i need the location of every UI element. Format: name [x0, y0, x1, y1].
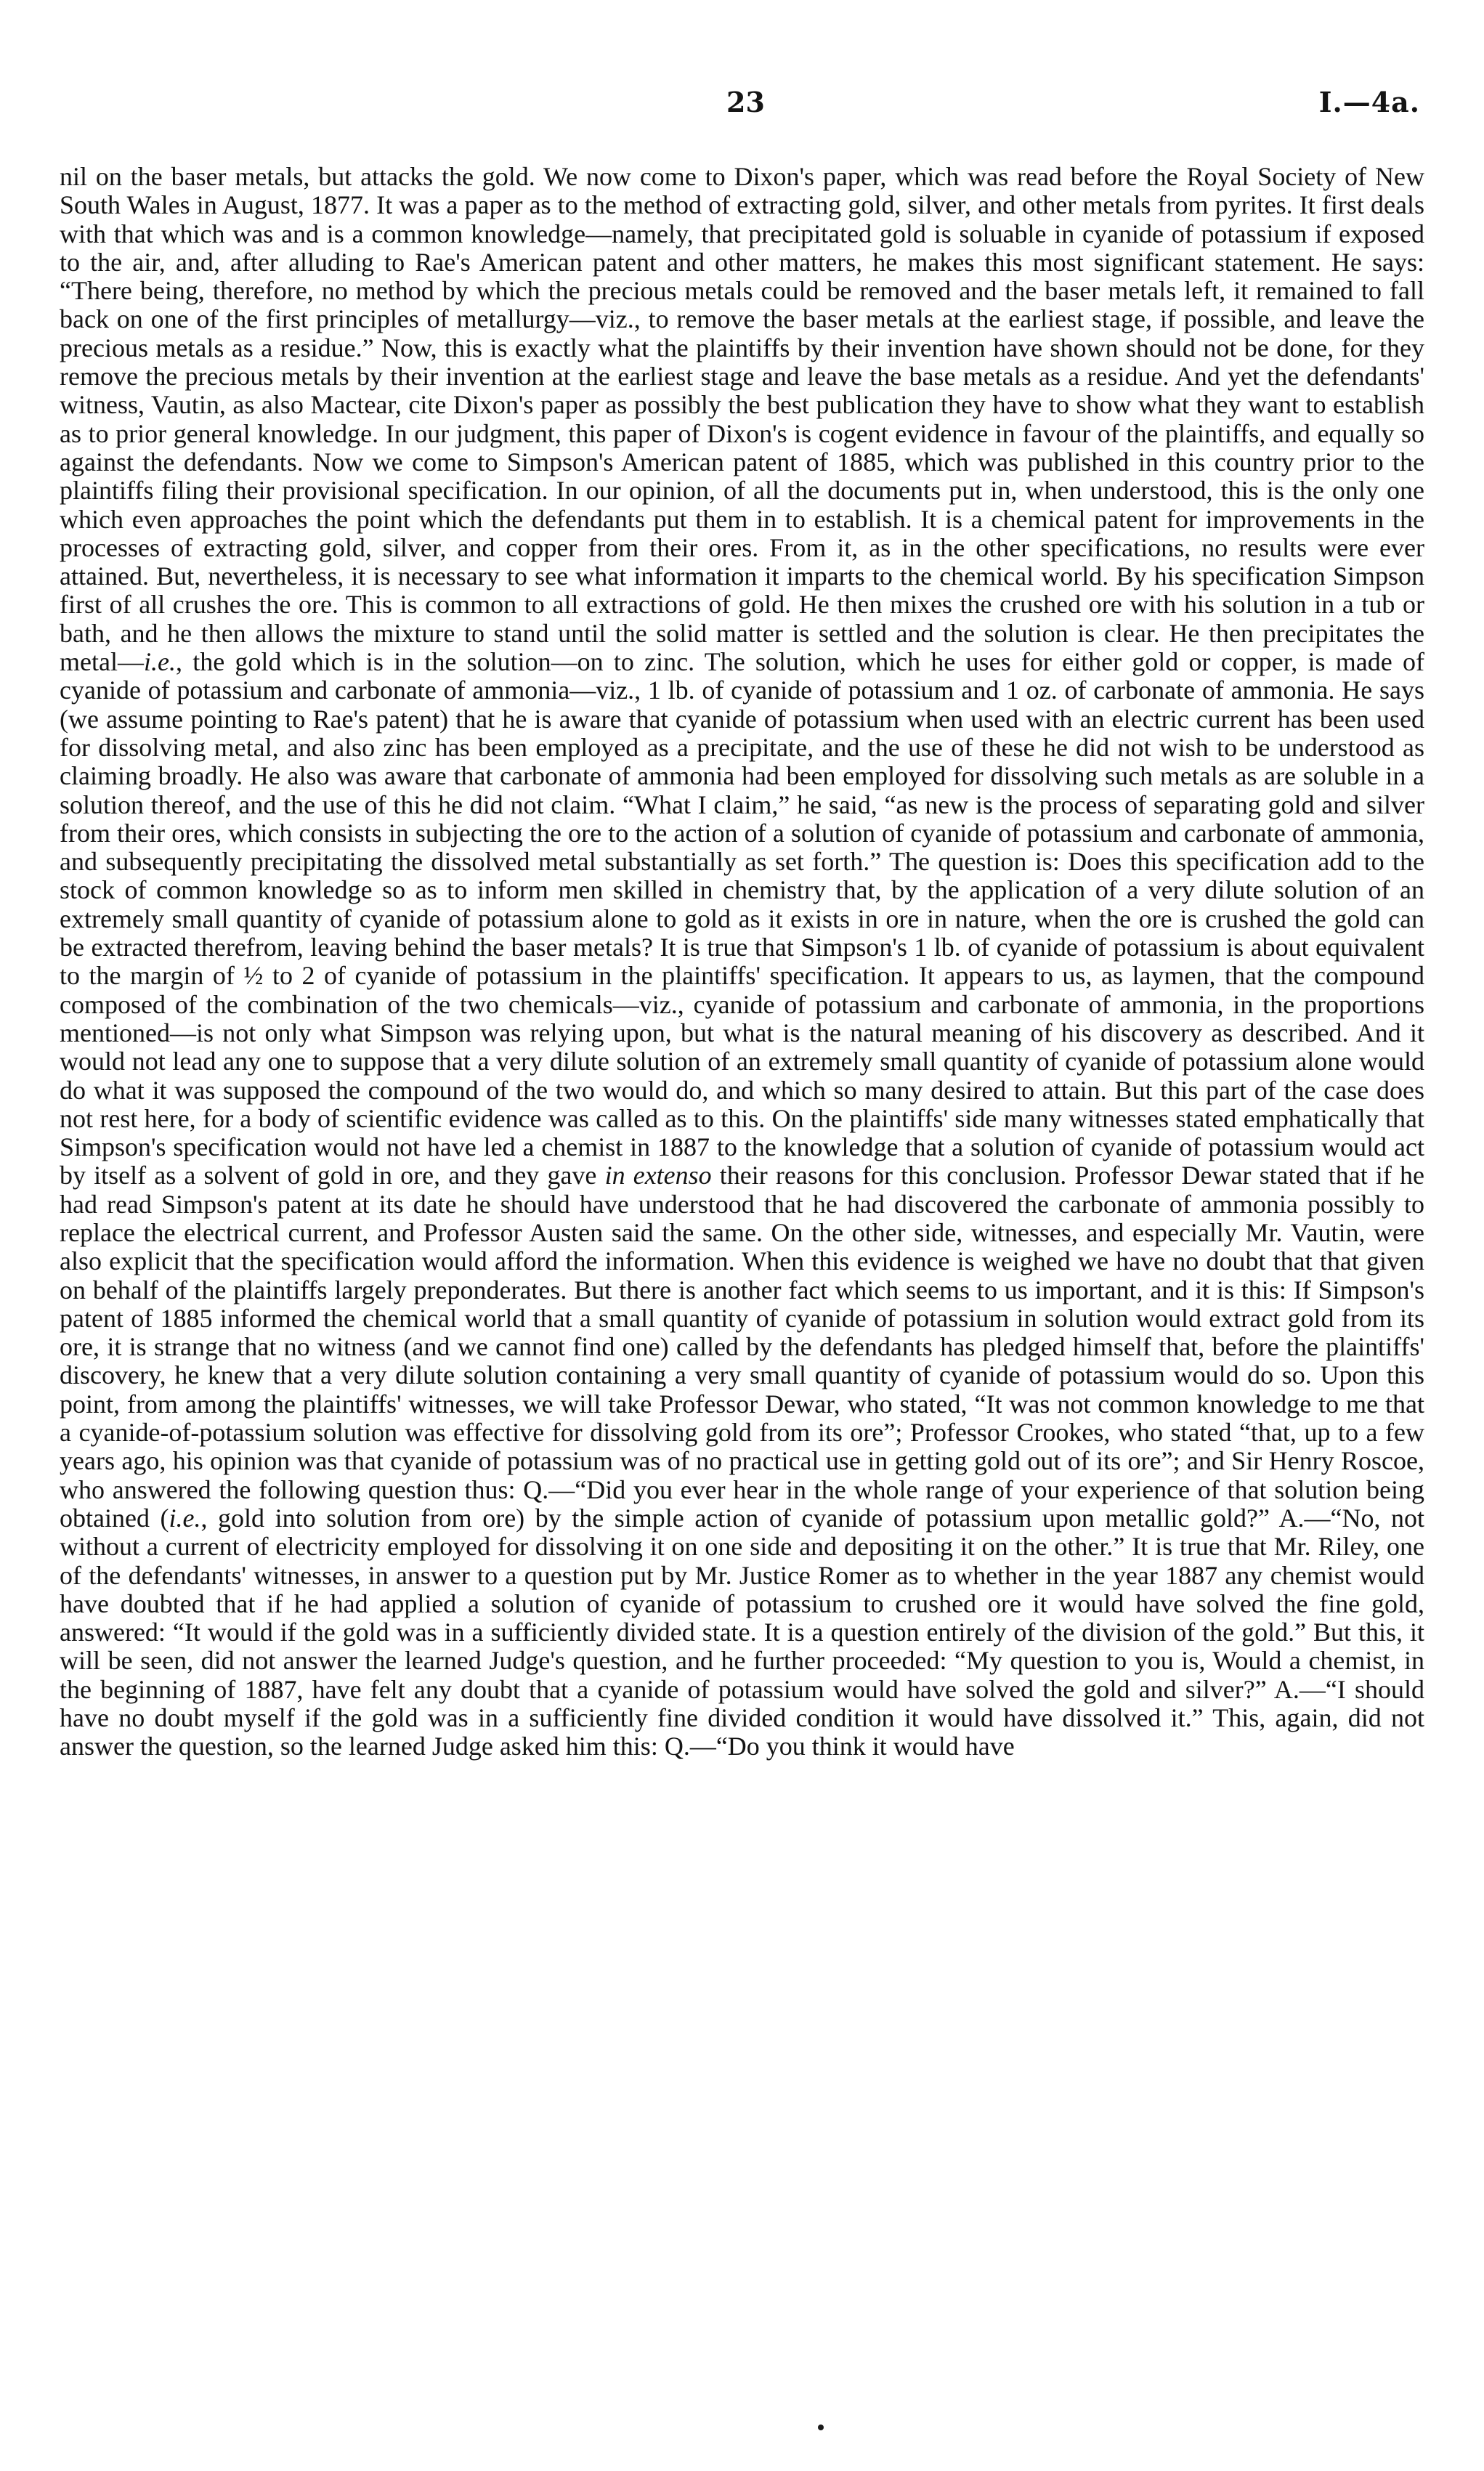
italic-ie-1: i.e. [143, 647, 176, 677]
body-paragraph [60, 163, 1424, 1761]
page-header [0, 86, 1484, 129]
document-identifier: I.—4a. [1318, 86, 1420, 118]
body-text-segment-4: , gold into solution from ore) by the simple action of cyanide of potassium upon metallic gold?” A.—“No, not without a current of electricity employed for dissolving it on one side and depositing it on the other.” It is true that Mr. Riley, one of the defendants' witnesses, in answer to a question put by Mr. Justice Romer as to whether in the year 1887 any chemist would have doubted that if he had applied a solution of cyanide of potassium to crushed ore it would have solved the fine gold, answered: “It would if the gold was in a sufficiently divided state. It is a question entirely of the division of the gold.” But this, it will be seen, did not answer the learned Judge's question, and he further proceeded: “My question to you is, Would a chemist, in the beginning of 1887, have felt any doubt that a cyanide of potassium would have solved the gold and silver?” A.—“I should have no doubt myself if the gold was in a sufficiently fine divided condition it would have dissolved it.” This, again, did not answer the question, so the learned Judge asked him this: Q.—“Do you think it would have [60, 1503, 1425, 1761]
page-number: 23 [726, 86, 765, 118]
body-text-segment-3: their reasons for this conclusion. Professor Dewar stated that if he had read Simpson's patent at its date he should have understood that he had discovered the carbonate of ammonia possibly to replace the electrical current, and Professor Austen said the same. On the other side, witnesses, and especially Mr. Vautin, were also explicit that the specification would afford the information. When this evidence is weighed we have no doubt that that given on behalf of the plaintiffs largely preponderates. But there is another fact which seems to us important, and it is this: If Simpson's patent of 1885 informed the chemical world that a small quantity of cyanide of potassium in solution would extract gold from its ore, it is strange that no witness (and we cannot find one) called by the defendants has pledged himself that, before the plaintiffs' discovery, he knew that a very dilute solution containing a very small quantity of cyanide of potassium would do so. Upon this point, from among the plaintiffs' witnesses, we will take Professor Dewar, who stated, “It was not common knowledge to me that a cyanide-of-potassium solution was effective for dissolving gold from its ore”; Professor Crookes, who stated “that, up to a few years ago, his opinion was that cyanide of potassium was of no practical use in getting gold out of its ore”; and Sir Henry Roscoe, who answered the following question thus: Q.—“Did you ever hear in the whole range of your experience of that solution being obtained ( [60, 1161, 1424, 1533]
body-text-segment-1: nil on the baser metals, but attacks the gold. We now come to Dixon's paper, which was read before the Royal Society of New South Wales in August, 1877. It was a paper as to the method of extracting gold, silver, and other metals from pyrites. It first deals with that which was and is a common knowledge—namely, that precipitated gold is soluable in cyanide of potassium if exposed to the air, and, after alluding to Rae's American patent and other matters, he makes this most significant statement. He says: “There being, therefore, no method by which the precious metals could be removed and the baser metals left, it remained to fall back on one of the first principles of metallurgy—viz., to remove the baser metals at the earliest stage, if possible, and leave the precious metals as a residue.” Now, this is exactly what the plaintiffs by their invention have shown should not be done, for they remove the precious metals by their invention at the earliest stage and leave the base metals as a residue. And yet the defendants' witness, Vautin, as also Mactear, cite Dixon's paper as possibly the best publication they have to show what they want to establish as to prior general knowledge. In our judgment, this paper of Dixon's is cogent evidence in favour of the plaintiffs, and equally so against the defendants. Now we come to Simpson's American patent of 1885, which was published in this country prior to the plaintiffs filing their provisional specification. In our opinion, of all the documents put in, when understood, this is the only one which even approaches the point which the defendants put them in to establish. It is a chemical patent for improvements in the processes of extracting gold, silver, and copper from their ores. From it, as in the other specifications, no results were ever attained. But, nevertheless, it is necessary to see what information it imparts to the chemical world. By his specification Simpson first of all crushes the ore. This is common to all extractions of gold. He then mixes the crushed ore with his solution in a tub or bath, and he then allows the mixture to stand until the solid matter is settled and the solution is clear. He then precipitates the metal— [60, 162, 1424, 677]
body-text-segment-2: , the gold which is in the solution—on to zinc. The solution, which he uses for either gold or copper, is made of cyanide of potassium and carbonate of ammonia—viz., 1 lb. of cyanide of potassium and 1 oz. of carbonate of ammonia. He says (we assume pointing to Rae's patent) that he is aware that cyanide of potassium when used with an electric current has been used for dissolving metal, and also zinc has been employed as a precipitate, and the use of these he did not wish to be understood as claiming broadly. He also was aware that carbonate of ammonia had been employed for dissolving such metals as are soluble in a solution thereof, and the use of this he did not claim. “What I claim,” he said, “as new is the process of separating gold and silver from their ores, which consists in subjecting the ore to the action of a solution of cyanide of potassium and carbonate of ammonia, and subsequently precipitating the dissolved metal substantially as set forth.” The question is: Does this specification add to the stock of common knowledge so as to inform men skilled in chemistry that, by the application of a very dilute solution of an extremely small quantity of cyanide of potassium alone to gold as it exists in ore in nature, when the ore is crushed the gold can be extracted therefrom, leaving behind the baser metals? It is true that Simpson's 1 lb. of cyanide of potassium is about equivalent to the margin of ½ to 2 of cyanide of potassium in the plaintiffs' specification. It appears to us, as laymen, that the compound composed of the combination of the two chemicals—viz., cyanide of potassium and carbonate of ammonia, in the proportions mentioned—is not only what Simpson was relying upon, but what is the natural meaning of his discovery as described. And it would not lead any one to suppose that a very dilute solution of an extremely small quantity of cyanide of potassium alone would do what it was supposed the compound of the two would do, and which so many desired to attain. But this part of the case does not rest here, for a body of scientific evidence was called as to this. On the plaintiffs' side many witnesses stated emphatically that Simpson's specification would not have led a chemist in 1887 to the knowledge that a solution of cyanide of potassium would act by itself as a solvent of gold in ore, and they gave [60, 647, 1424, 1190]
page-mark-dot [818, 2425, 824, 2430]
italic-in-extenso: in extenso [604, 1161, 712, 1190]
italic-ie-2: i.e. [169, 1503, 201, 1533]
